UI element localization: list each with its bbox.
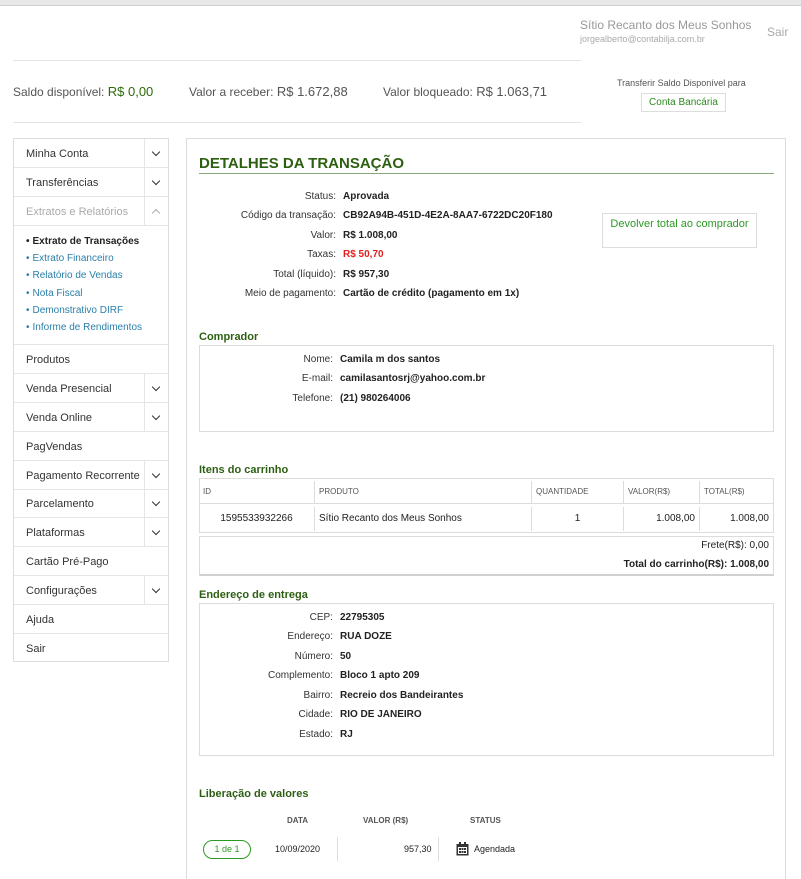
address-street: RUA DOZE (340, 631, 392, 642)
sidebar-subitem-extrato-transacoes[interactable]: • Extrato de Transações (26, 236, 140, 247)
sidebar-item-plataformas[interactable]: Plataformas (14, 518, 168, 547)
bank-account-button[interactable]: Conta Bancária (641, 93, 726, 112)
merchant-email: jorgealberto@contabilja.com.br (580, 34, 705, 44)
buyer-section-title: Comprador (199, 331, 259, 343)
chevron-down-icon[interactable] (144, 403, 168, 431)
address-complement: Bloco 1 apto 209 (340, 670, 420, 681)
receivable-balance-value: R$ 1.672,88 (276, 84, 348, 99)
sidebar (13, 138, 169, 662)
release-col-value: VALOR (R$) (363, 816, 409, 825)
transfer-label: Transferir Saldo Disponível para (617, 78, 746, 88)
sidebar-item-pagamento-recorrente[interactable]: Pagamento Recorrente (14, 461, 168, 490)
page-title: DETALHES DA TRANSAÇÃO (199, 155, 404, 172)
transaction-value: R$ 1.008,00 (343, 230, 398, 241)
available-balance-value: R$ 0,00 (107, 84, 154, 99)
cart-item-total: 1.008,00 (699, 507, 774, 531)
sidebar-item-venda-presencial[interactable]: Venda Presencial (14, 374, 168, 403)
cart-section-title: Itens do carrinho (199, 464, 289, 476)
sidebar-item-extratos[interactable]: Extratos e Relatórios (14, 197, 168, 226)
blocked-balance-value: R$ 1.063,71 (476, 84, 548, 99)
col-total: TOTAL(R$) (699, 481, 774, 503)
address-district: Recreio dos Bandeirantes (340, 690, 464, 701)
sidebar-subitem-informe[interactable]: • Informe de Rendimentos (26, 322, 143, 333)
installment-badge[interactable]: 1 de 1 (203, 840, 251, 859)
sidebar-item-pagvendas[interactable]: PagVendas (14, 432, 168, 461)
chevron-down-icon[interactable] (144, 139, 168, 167)
chevron-down-icon[interactable] (144, 374, 168, 402)
chevron-up-icon[interactable] (144, 197, 168, 225)
receivable-balance: Valor a receber: R$ 1.672,88 (189, 84, 348, 99)
buyer-box (199, 345, 774, 432)
payment-method: Cartão de crédito (pagamento em 1x) (343, 288, 520, 299)
cart-total: Total do carrinho(R$): 1.008,00 (623, 559, 769, 570)
cart-item-quantity: 1 (531, 507, 623, 531)
sidebar-subitem-nota-fiscal[interactable]: • Nota Fiscal (26, 288, 83, 299)
transaction-status: Aprovada (343, 191, 390, 202)
top-bar (0, 0, 801, 6)
buyer-name: Camila m dos santos (340, 354, 441, 365)
table-header-divider (199, 503, 774, 504)
sidebar-item-minha-conta[interactable]: Minha Conta (14, 139, 168, 168)
buyer-phone: (21) 980264006 (340, 393, 411, 404)
merchant-name: Sítio Recanto dos Meus Sonhos (580, 18, 752, 32)
release-value: 957,30 (404, 844, 432, 854)
chevron-down-icon[interactable] (144, 168, 168, 196)
address-state: RJ (340, 729, 353, 740)
cart-item-value: 1.008,00 (623, 507, 699, 531)
chevron-down-icon[interactable] (144, 489, 168, 517)
sidebar-item-venda-online[interactable]: Venda Online (14, 403, 168, 432)
sidebar-item-transferencias[interactable]: Transferências (14, 168, 168, 197)
sidebar-item-sair[interactable]: Sair (26, 643, 46, 655)
release-section-title: Liberação de valores (199, 788, 309, 800)
refund-button[interactable]: Devolver total ao comprador (602, 213, 757, 248)
cart-summary (199, 536, 774, 576)
col-quantity: QUANTIDADE (531, 481, 623, 503)
logout-link[interactable]: Sair (767, 25, 789, 39)
release-status: Agendada (474, 844, 516, 854)
release-date: 10/09/2020 (275, 844, 321, 854)
title-underline (199, 173, 774, 174)
chevron-down-icon[interactable] (144, 518, 168, 546)
sidebar-item-produtos[interactable]: Produtos (14, 345, 168, 374)
sidebar-item-parcelamento[interactable]: Parcelamento (14, 489, 168, 518)
sidebar-item-ajuda[interactable]: Ajuda (14, 605, 168, 634)
blocked-balance: Valor bloqueado: R$ 1.063,71 (383, 84, 548, 99)
address-cep: 22795305 (340, 612, 385, 623)
divider (13, 60, 581, 61)
cart-item-id: 1595533932266 (220, 513, 293, 524)
divider (337, 837, 338, 861)
sidebar-subitem-dirf[interactable]: • Demonstrativo DIRF (26, 305, 124, 316)
cart-item-product: Sítio Recanto dos Meus Sonhos (314, 507, 531, 531)
divider (13, 122, 581, 123)
divider (438, 837, 439, 861)
col-product: PRODUTO (314, 481, 531, 503)
col-value: VALOR(R$) (623, 481, 699, 503)
address-section-title: Endereço de entrega (199, 589, 308, 601)
sidebar-item-cartao-pre-pago[interactable]: Cartão Pré-Pago (14, 547, 168, 576)
available-balance: Saldo disponível: R$ 0,00 (13, 84, 154, 99)
sidebar-item-configuracoes[interactable]: Configurações (14, 576, 168, 605)
sidebar-subitem-relatorio-vendas[interactable]: • Relatório de Vendas (26, 270, 123, 281)
chevron-down-icon[interactable] (144, 576, 168, 604)
buyer-email: camilasantosrj@yahoo.com.br (340, 373, 486, 384)
calendar-icon (456, 842, 469, 861)
sidebar-subitem-extrato-financeiro[interactable]: • Extrato Financeiro (26, 253, 114, 264)
address-number: 50 (340, 651, 352, 662)
col-id: ID (203, 487, 211, 496)
address-city: RIO DE JANEIRO (340, 709, 422, 720)
transaction-net: R$ 957,30 (343, 269, 390, 280)
chevron-down-icon[interactable] (144, 461, 168, 489)
release-col-status: STATUS (470, 816, 501, 825)
transaction-code: CB92A94B-451D-4E2A-8AA7-6722DC20F180 (343, 210, 553, 221)
release-col-date: DATA (287, 816, 309, 825)
transaction-fees: R$ 50,70 (343, 249, 384, 260)
freight: Frete(R$): 0,00 (701, 540, 769, 551)
